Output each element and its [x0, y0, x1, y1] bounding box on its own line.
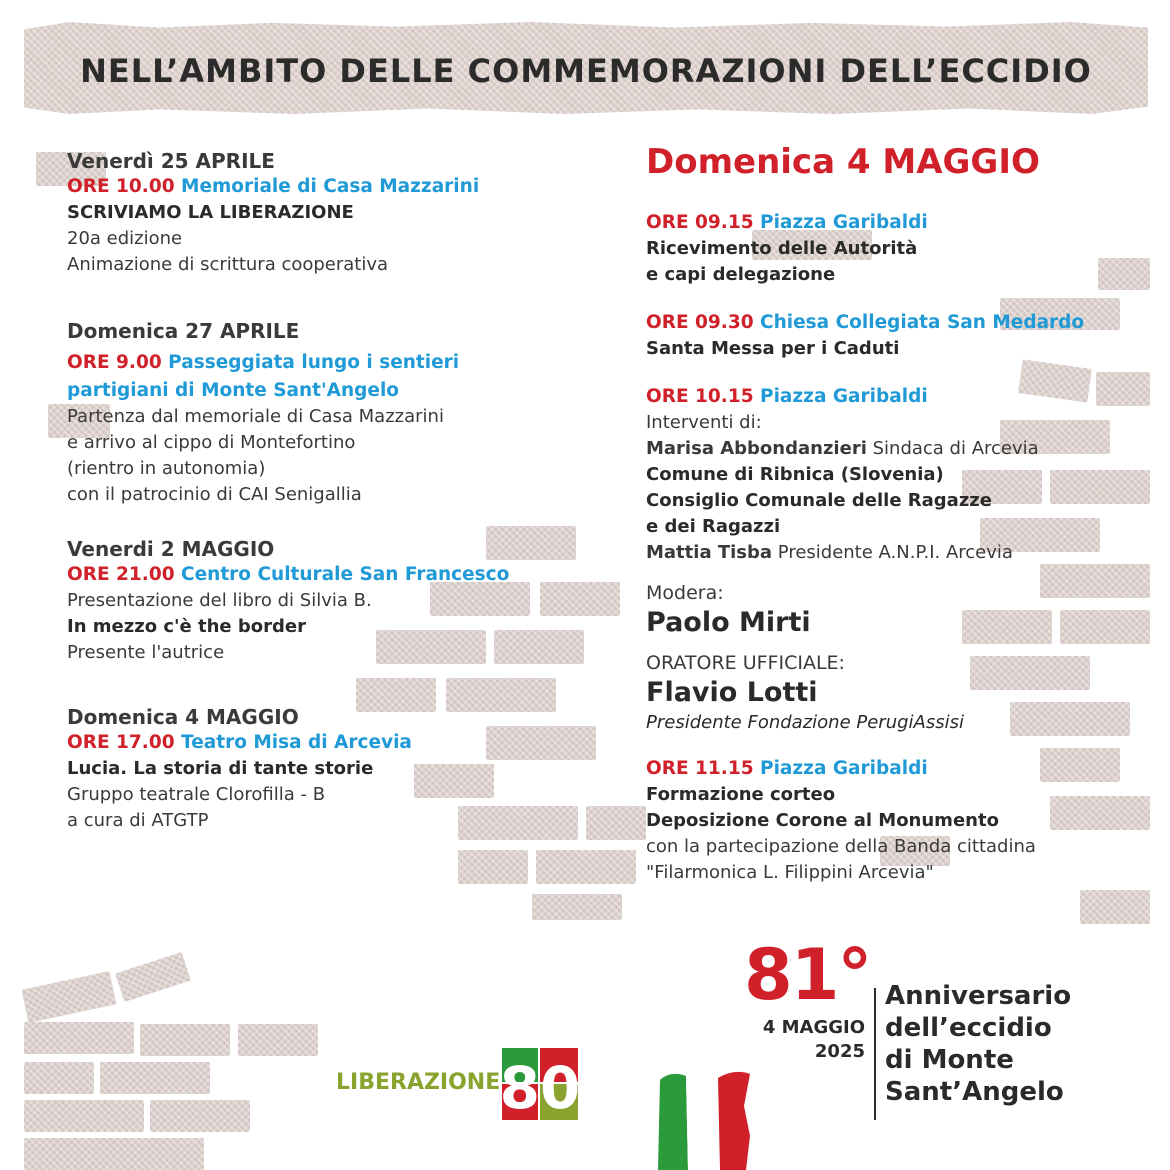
event-detail: Partenza dal memoriale di Casa Mazzarini: [67, 406, 444, 427]
event-place: Centro Culturale San Francesco: [181, 564, 510, 585]
event-title: SCRIVIAMO LA LIBERAZIONE: [67, 202, 354, 223]
moderator-label: Modera:: [646, 582, 724, 604]
anniversary-text-line: di Monte: [885, 1045, 1014, 1075]
event-detail: e arrivo al cippo di Montefortino: [67, 432, 356, 453]
event-day: Domenica 27 APRILE: [67, 319, 300, 343]
event-detail: Formazione corteo: [646, 784, 836, 805]
speaker-label: ORATORE UFFICIALE:: [646, 652, 845, 674]
speaker-role: Presidente A.N.P.I. Arcevia: [777, 542, 1013, 563]
event-time: ORE 9.00: [67, 352, 162, 373]
event-1115: [646, 756, 1126, 886]
event-title: Lucia. La storia di tante storie: [67, 758, 374, 779]
event-book-title: In mezzo c'è the border: [67, 616, 306, 637]
event-time-place: [646, 310, 1126, 336]
event-day: Domenica 4 MAGGIO: [67, 705, 299, 729]
event-detail: e capi delegazione: [646, 264, 836, 285]
event-time: ORE 09.15: [646, 212, 754, 233]
event-place: Chiesa Collegiata San Medardo: [760, 312, 1085, 333]
event-place: Memoriale di Casa Mazzarini: [181, 176, 480, 197]
event-time-place: [67, 350, 567, 376]
event-time: ORE 10.00: [67, 176, 175, 197]
speaker-name: Mattia Tisba: [646, 542, 773, 563]
event-place: Passeggiata lungo i sentieri: [168, 352, 460, 373]
event-time-place: [646, 384, 1126, 410]
anniversary-text: [885, 980, 1125, 1108]
event-25-april: [67, 148, 567, 318]
logo-80-mark: [500, 1046, 580, 1122]
speaker-line: [646, 540, 1126, 566]
anniversary-text-line: Anniversario: [885, 981, 1072, 1011]
event-time-place: [67, 562, 567, 588]
event-time: ORE 10.15: [646, 386, 754, 407]
speaker-line: Consiglio Comunale delle Ragazze: [646, 490, 992, 511]
anniversary-date-day: 4 MAGGIO: [762, 1017, 865, 1038]
event-place: Piazza Garibaldi: [760, 212, 928, 233]
event-detail: Presente l'autrice: [67, 642, 225, 663]
event-0915: [646, 210, 1126, 288]
event-detail: con la partecipazione della Banda cittadina: [646, 836, 1036, 857]
logo-number: 80: [500, 1054, 580, 1122]
italian-flag-icon: [656, 1066, 752, 1170]
event-time: ORE 09.30: [646, 312, 754, 333]
event-place: Piazza Garibaldi: [760, 386, 928, 407]
speaker-line: [646, 436, 1126, 462]
event-detail: Santa Messa per i Caduti: [646, 338, 900, 359]
speaker-line: e dei Ragazzi: [646, 516, 781, 537]
right-column: [646, 140, 1126, 886]
speaker-role: Sindaca di Arcevia: [872, 438, 1039, 459]
anniversary-date-year: 2025: [814, 1041, 865, 1062]
anniversary-text-line: Sant’Angelo: [885, 1077, 1064, 1107]
event-4-may-evening: [67, 704, 567, 834]
event-detail: con il patrocinio di CAI Senigallia: [67, 484, 362, 505]
event-day: Venerdi 2 MAGGIO: [67, 537, 275, 561]
event-place-continued: partigiani di Monte Sant'Angelo: [67, 380, 400, 401]
speaker-name: Marisa Abbondanzieri: [646, 438, 867, 459]
liberazione-80-logo: [336, 1046, 586, 1126]
anniversary-date: [735, 1016, 865, 1064]
event-2-may: [67, 536, 567, 704]
anniversary-number: 81°: [744, 934, 871, 1016]
event-place: Piazza Garibaldi: [760, 758, 928, 779]
event-detail: Animazione di scrittura cooperativa: [67, 254, 389, 275]
event-detail: Deposizione Corone al Monumento: [646, 810, 999, 831]
left-column: [67, 148, 567, 834]
event-day: Venerdì 25 APRILE: [67, 149, 275, 173]
divider-rule: [874, 988, 876, 1120]
banner-title: NELL’AMBITO DELLE COMMEMORAZIONI DELL’ECCIDIO: [80, 52, 1092, 90]
event-detail: "Filarmonica L. Filippini Arcevia": [646, 862, 934, 883]
anniversary-text-line: dell’eccidio: [885, 1013, 1052, 1043]
event-detail: 20a edizione: [67, 228, 183, 249]
event-time-place: [67, 174, 567, 200]
event-time-place: [646, 756, 1126, 782]
logo-text: LIBERAZIONE: [336, 1070, 501, 1095]
event-27-april: [67, 318, 567, 536]
moderator-name: Paolo Mirti: [646, 607, 811, 638]
event-0930: [646, 310, 1126, 362]
event-1015: [646, 384, 1126, 566]
official-speaker-role: Presidente Fondazione PerugiAssisi: [646, 712, 964, 733]
speakers-intro: Interventi di:: [646, 412, 762, 433]
event-detail: Ricevimento delle Autorità: [646, 238, 918, 259]
event-time-place: [67, 730, 567, 756]
event-detail: Gruppo teatrale Clorofilla - B: [67, 784, 326, 805]
event-detail: a cura di ATGTP: [67, 810, 209, 831]
event-time: ORE 21.00: [67, 564, 175, 585]
main-day-heading: Domenica 4 MAGGIO: [646, 142, 1040, 182]
event-time-place: [646, 210, 1126, 236]
event-detail: (rientro in autonomia): [67, 458, 266, 479]
event-time: ORE 11.15: [646, 758, 754, 779]
speaker-line: Comune di Ribnica (Slovenia): [646, 464, 944, 485]
event-detail: Presentazione del libro di Silvia B.: [67, 590, 372, 611]
official-speaker-name: Flavio Lotti: [646, 677, 818, 708]
event-place: Teatro Misa di Arcevia: [181, 732, 412, 753]
event-time: ORE 17.00: [67, 732, 175, 753]
